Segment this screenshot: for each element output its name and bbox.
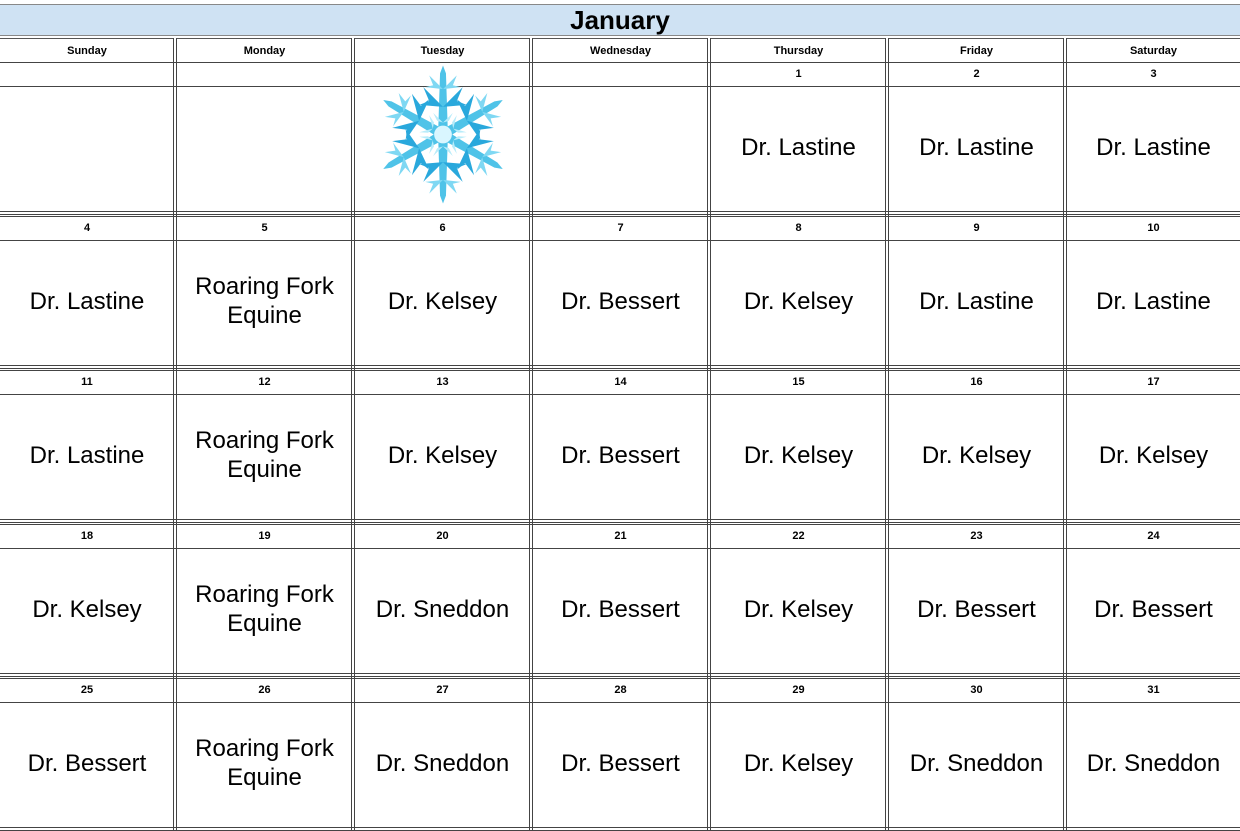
day-cell[interactable] [177, 548, 352, 672]
day-cell[interactable] [533, 86, 708, 210]
day-entry: Dr. Kelsey [32, 595, 142, 623]
day-cell[interactable] [711, 240, 886, 364]
day-entry: Dr. Kelsey [743, 287, 854, 315]
date-number: 3 [1150, 68, 1157, 80]
date-number: 5 [261, 222, 268, 234]
date-number: 23 [970, 530, 983, 542]
day-name-tuesday: Tuesday [355, 38, 530, 63]
day-name-monday: Monday [177, 38, 352, 63]
day-cell[interactable] [533, 702, 708, 826]
day-cell[interactable] [355, 548, 530, 672]
date-number: 31 [1147, 684, 1160, 696]
week-bottom-line [0, 211, 1240, 212]
date-number: 2 [973, 68, 980, 80]
day-cell[interactable] [177, 240, 352, 364]
day-cell[interactable] [0, 86, 174, 210]
date-number: 21 [614, 530, 627, 542]
month-title: January [570, 5, 670, 35]
day-cell[interactable] [177, 702, 352, 826]
day-cell[interactable] [1067, 548, 1240, 672]
date-number [533, 62, 708, 86]
week-bottom-line [0, 522, 1240, 523]
week-bottom-line [0, 365, 1240, 366]
day-cell[interactable] [711, 548, 886, 672]
date-number: 27 [436, 684, 449, 696]
day-entry: Dr. Sneddon [1086, 749, 1221, 777]
day-cell[interactable] [889, 240, 1064, 364]
day-entry: Dr. Bessert [561, 749, 680, 777]
date-number: 4 [83, 222, 91, 234]
day-cell[interactable] [889, 702, 1064, 826]
day-entry: Roaring Fork Equine [195, 581, 334, 637]
date-number: 18 [80, 530, 94, 542]
day-name-wednesday: Wednesday [533, 38, 708, 63]
day-entry: Dr. Bessert [27, 749, 147, 777]
day-entry: Dr. Bessert [561, 441, 680, 469]
day-entry: Dr. Kelsey [743, 749, 854, 777]
week-bottom-line [0, 673, 1240, 674]
date-number: 25 [80, 684, 94, 696]
day-entry: Dr. Bessert [917, 595, 1036, 623]
day-cell[interactable] [355, 240, 530, 364]
day-cell[interactable] [0, 240, 174, 364]
date-number: 12 [258, 376, 271, 388]
day-cell[interactable] [355, 394, 530, 518]
day-cell[interactable] [711, 86, 886, 210]
date-number: 1 [795, 68, 802, 80]
day-entry: Dr. Sneddon [375, 595, 510, 623]
day-entry: Dr. Sneddon [909, 749, 1044, 777]
day-name-friday: Friday [889, 38, 1064, 63]
week-bottom-line [0, 827, 1240, 828]
day-cell[interactable] [711, 394, 886, 518]
day-entry: Dr. Bessert [561, 287, 680, 315]
date-number: 7 [617, 222, 624, 234]
day-entry: Dr. Kelsey [921, 441, 1032, 469]
day-cell[interactable] [1067, 86, 1240, 210]
day-entry: Dr. Bessert [1094, 595, 1213, 623]
snowflake-icon [374, 62, 512, 207]
date-number: 20 [436, 530, 449, 542]
date-number: 28 [614, 684, 627, 696]
date-number: 10 [1147, 222, 1160, 234]
day-entry: Roaring Fork Equine [195, 273, 334, 329]
date-number: 6 [439, 222, 446, 234]
date-number: 22 [792, 530, 805, 542]
date-number: 11 [81, 376, 93, 388]
date-number: 17 [1147, 376, 1160, 388]
day-entry: Dr. Sneddon [375, 749, 510, 777]
day-entry: Dr. Kelsey [387, 441, 498, 469]
date-number: 16 [970, 376, 983, 388]
day-name-saturday: Saturday [1067, 38, 1240, 63]
day-entry: Dr. Kelsey [387, 287, 498, 315]
day-entry: Dr. Lastine [919, 287, 1034, 315]
day-cell[interactable] [533, 240, 708, 364]
day-cell[interactable] [711, 702, 886, 826]
month-title-bar [0, 4, 1240, 36]
date-number: 30 [970, 684, 983, 696]
day-cell[interactable] [1067, 702, 1240, 826]
day-name-sunday: Sunday [0, 38, 174, 63]
day-entry: Dr. Lastine [29, 287, 145, 315]
day-cell[interactable] [533, 394, 708, 518]
week-bottom-line [0, 214, 1240, 215]
day-cell[interactable] [177, 394, 352, 518]
day-cell[interactable] [889, 394, 1064, 518]
week-bottom-line [0, 676, 1240, 677]
week-bottom-line [0, 519, 1240, 520]
day-cell[interactable] [355, 702, 530, 826]
day-entry: Dr. Kelsey [743, 595, 854, 623]
date-number: 15 [792, 376, 805, 388]
day-cell[interactable] [0, 548, 174, 672]
date-number: 9 [973, 222, 980, 234]
date-number [177, 62, 352, 86]
day-cell[interactable] [177, 86, 352, 210]
day-entry: Dr. Kelsey [743, 441, 854, 469]
day-entry: Dr. Bessert [561, 595, 680, 623]
day-cell[interactable] [889, 86, 1064, 210]
day-cell[interactable] [0, 702, 174, 826]
date-number: 8 [795, 222, 802, 234]
day-entry: Dr. Lastine [1096, 133, 1211, 161]
date-number: 24 [1147, 530, 1160, 542]
day-entry: Dr. Lastine [741, 133, 856, 161]
day-cell[interactable] [1067, 394, 1240, 518]
day-cell[interactable] [1067, 240, 1240, 364]
date-number [0, 62, 174, 86]
date-number: 29 [792, 684, 805, 696]
day-cell[interactable] [533, 548, 708, 672]
date-number: 14 [614, 376, 627, 388]
day-entry: Dr. Lastine [1096, 287, 1211, 315]
date-number: 26 [258, 684, 271, 696]
day-cell[interactable] [0, 394, 174, 518]
day-entry: Dr. Lastine [29, 441, 145, 469]
day-entry: Dr. Lastine [919, 133, 1034, 161]
day-entry: Roaring Fork Equine [195, 735, 334, 791]
date-number: 13 [436, 376, 449, 388]
week-bottom-line [0, 368, 1240, 369]
day-entry: Dr. Kelsey [1098, 441, 1209, 469]
day-cell[interactable] [889, 548, 1064, 672]
day-entry: Roaring Fork Equine [195, 427, 334, 483]
date-number: 19 [258, 530, 271, 542]
day-name-thursday: Thursday [711, 38, 886, 63]
